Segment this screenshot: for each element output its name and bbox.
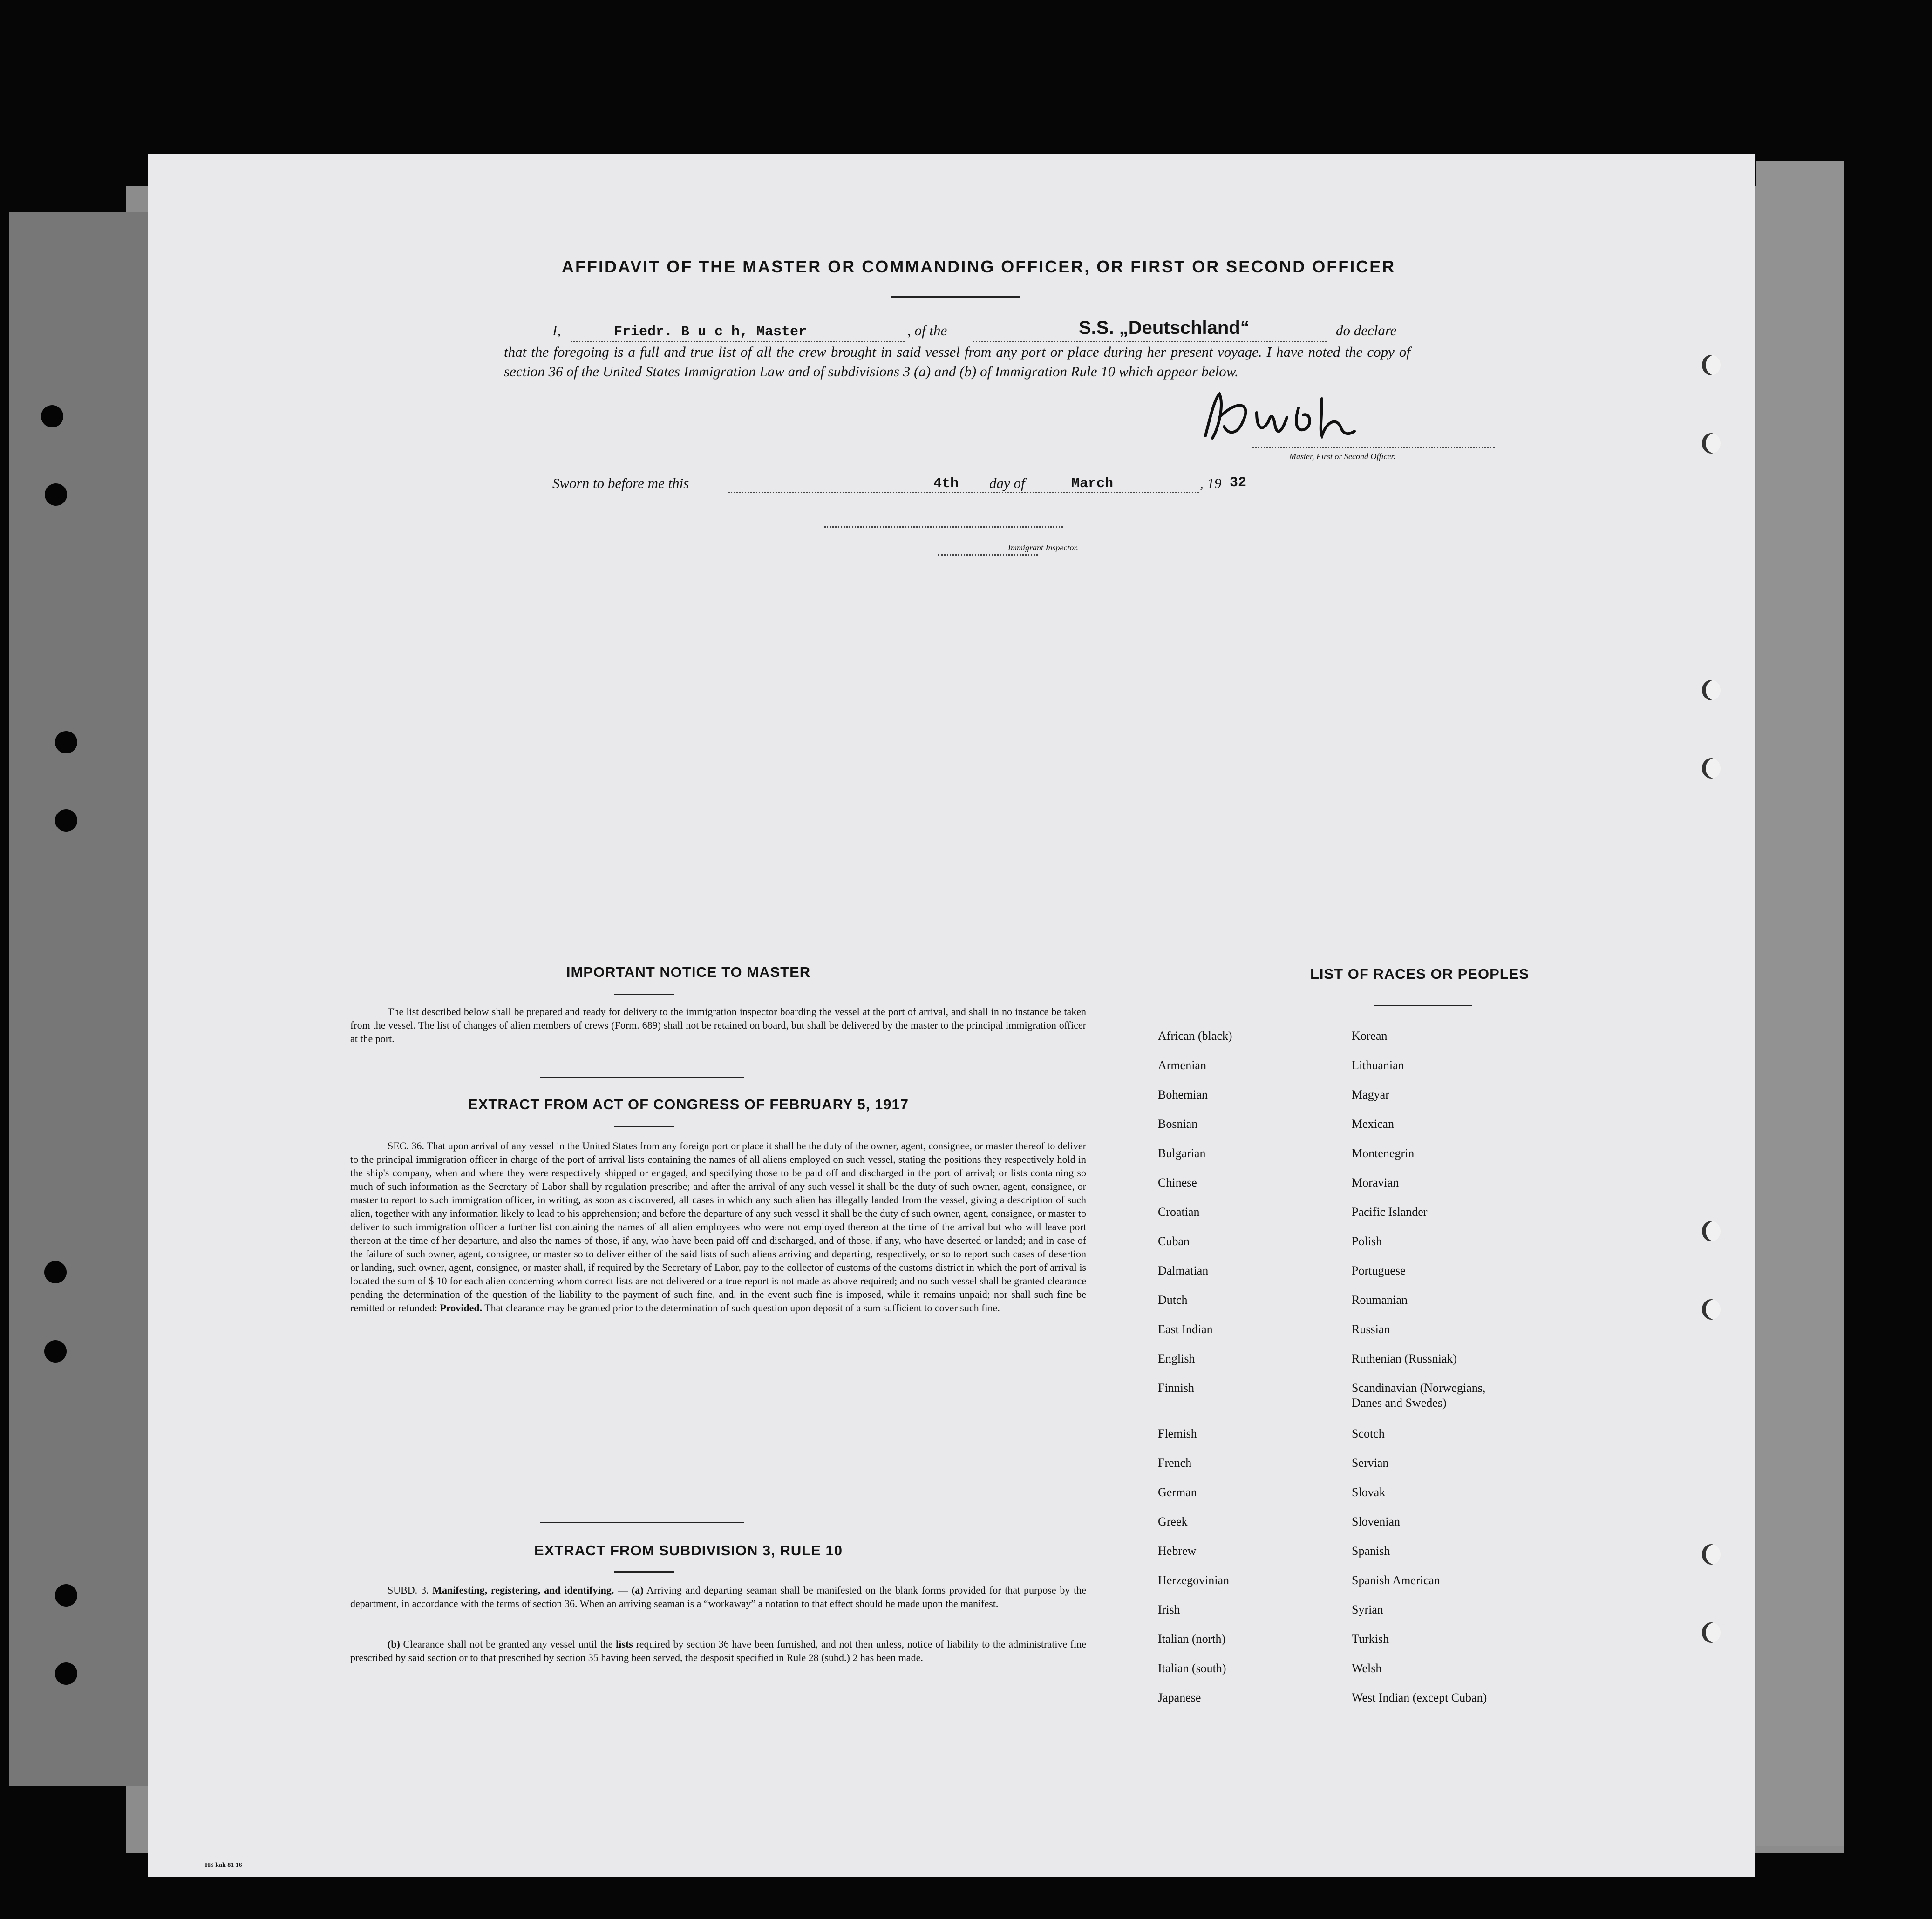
race-item: German bbox=[1158, 1485, 1197, 1499]
affidavit-body: that the foregoing is a full and true list of all the crew brought in said vessel from any port or place during her present voyage. I have noted the copy of section 36 of the United States Immigration Law and of subdivisions 3 (a) and (b) of Immigration Rule 10 which appear below. bbox=[504, 344, 1410, 380]
punch-hole bbox=[1702, 680, 1721, 700]
punch-hole bbox=[1702, 1221, 1721, 1241]
race-item: Bosnian bbox=[1158, 1117, 1198, 1131]
race-item: Polish bbox=[1352, 1234, 1382, 1248]
race-item: Flemish bbox=[1158, 1427, 1197, 1440]
rule-rule bbox=[614, 1571, 674, 1573]
race-item: West Indian (except Cuban) bbox=[1352, 1691, 1487, 1704]
race-item: Portuguese bbox=[1352, 1264, 1406, 1277]
race-item: Spanish American bbox=[1352, 1573, 1440, 1587]
race-item: Finnish bbox=[1158, 1381, 1195, 1395]
race-item: Montenegrin bbox=[1352, 1146, 1415, 1160]
race-item: Herzegovinian bbox=[1158, 1573, 1230, 1587]
race-item: Bulgarian bbox=[1158, 1146, 1206, 1160]
race-item: Ruthenian (Russniak) bbox=[1352, 1352, 1457, 1365]
binder-hole bbox=[55, 731, 77, 753]
binder-strip-left bbox=[9, 212, 149, 1786]
sworn-month: March bbox=[1071, 476, 1114, 492]
sworn-label: Sworn to before me this bbox=[552, 475, 689, 491]
form-page bbox=[148, 154, 1755, 1877]
master-name: Friedr. B u c h, Master bbox=[614, 324, 807, 340]
vessel-name: S.S. „Deutschland“ bbox=[1079, 318, 1250, 338]
notice-heading: IMPORTANT NOTICE TO MASTER bbox=[566, 964, 811, 980]
act-provided: Provided. bbox=[440, 1302, 483, 1314]
race-item: Greek bbox=[1158, 1515, 1188, 1528]
inspector-subline bbox=[938, 554, 1038, 556]
races-rule bbox=[1374, 1005, 1472, 1006]
month-line bbox=[1041, 492, 1199, 493]
race-item: Bohemian bbox=[1158, 1088, 1208, 1101]
signer-caption: Master, First or Second Officer. bbox=[1289, 452, 1395, 461]
race-item: Armenian bbox=[1158, 1058, 1206, 1072]
binder-hole bbox=[55, 809, 77, 832]
inspector-caption: Immigrant Inspector. bbox=[1008, 543, 1078, 552]
race-item: English bbox=[1158, 1352, 1195, 1365]
race-item: Cuban bbox=[1158, 1234, 1190, 1248]
race-item: East Indian bbox=[1158, 1322, 1213, 1336]
race-item: Scandinavian (Norwegians, bbox=[1352, 1381, 1486, 1395]
race-item: Japanese bbox=[1158, 1691, 1201, 1704]
sworn-year: 32 bbox=[1230, 475, 1247, 491]
binder-hole bbox=[55, 1662, 77, 1685]
declarant-prefix: I, bbox=[552, 322, 561, 339]
race-item: Chinese bbox=[1158, 1176, 1197, 1189]
race-item: Croatian bbox=[1158, 1205, 1200, 1219]
race-item: Italian (south) bbox=[1158, 1661, 1226, 1675]
race-item: Danes and Swedes) bbox=[1352, 1396, 1447, 1410]
affidavit-heading: AFFIDAVIT OF THE MASTER OR COMMANDING OFFICER, OR FIRST OR SECOND OFFICER bbox=[562, 257, 1396, 276]
punch-hole bbox=[1702, 355, 1721, 375]
declare-label: do declare bbox=[1336, 322, 1397, 339]
rule-a-paragraph bbox=[350, 1583, 1086, 1610]
race-item: Pacific Islander bbox=[1352, 1205, 1428, 1219]
race-item: Welsh bbox=[1352, 1661, 1382, 1675]
inspector-line bbox=[824, 526, 1063, 528]
rule-a-label: — (a) bbox=[618, 1584, 644, 1596]
race-item: Magyar bbox=[1352, 1088, 1389, 1101]
rule-b-paragraph bbox=[350, 1637, 1086, 1664]
act-body-end: That clearance may be granted prior to the determination of such question upon deposit of a sum sufficient to cover such fine. bbox=[484, 1302, 1000, 1314]
year-prefix: , 19 bbox=[1200, 475, 1222, 491]
rule-b-text-1: Clearance shall not be granted any vessel until the bbox=[403, 1638, 613, 1650]
race-item: Hebrew bbox=[1158, 1544, 1197, 1558]
punch-hole bbox=[1702, 1299, 1721, 1320]
day-of-label: day of bbox=[989, 475, 1025, 491]
act-body-start: SEC. 36. That upon arrival of any vessel in the United States from any foreign port or place it shall be the duty of the owner, agent, consignee, or master thereof to deliver to the principal immigration officer in charge of the port of arrival lists containing the names of all aliens employed on such vessel, stating the positions they respectively hold in the ship's company, when and where they were respectively shipped or engaged, and specifying those to be paid off and discharged in the port of arrival; or lists containing so much of such information as the Secretary of Labor shall by regulation prescribe; and after the arrival of any such vessel it shall be the duty of such owner, agent, consignee, or master to report to such immigration officer, in writing, as soon as discovered, all cases in which any such alien has illegally landed from the vessel, giving a description of such alien, together with any information likely to lead to his apprehension; and before the departure of any such vessel it shall be the duty of such owner, agent, consignee, or master to deliver to such immigration officer a further list containing the names of all alien employees who were not employed thereon at the time of the arrival but who will leave port thereon at the time of her departure, and also the names of those, if any, who have been paid off and discharged, and of those, if any, who have deserted or landed; and in case of the failure of such owner, agent, consignee, or master so to deliver either of the said lists of such aliens arriving and departing, respectively, or so to report such cases of desertion or landing, such owner, agent, consignee, or master shall, if required by the Secretary of Labor, pay to the collector of customs of the customs district in which the port of arrival is located the sum of $ 10 for each alien concerning whom correct lists are not delivered or a true report is not made as above required; and no such vessel shall be granted clearance pending the determination of the question of the liability to the payment of such fine, and, in the event such fine is imposed, while it remains unpaid; nor shall such fine be remitted or refunded: bbox=[350, 1140, 1086, 1314]
race-item: Korean bbox=[1352, 1029, 1388, 1043]
binder-hole bbox=[45, 483, 67, 506]
rule-b-text-2: required by section 36 have been furnished, and not then unless, notice of liability to the administrative fine prescribed by said section or to that prescribed by section 35 having been served, the desposit specified in Rule 28 (subd.) 2 has been made. bbox=[350, 1638, 1087, 1663]
sworn-day: 4th bbox=[933, 476, 959, 492]
punch-hole bbox=[1702, 1622, 1721, 1643]
of-the-label: , of the bbox=[907, 322, 947, 339]
race-item: Lithuanian bbox=[1352, 1058, 1404, 1072]
section-divider bbox=[540, 1077, 744, 1078]
race-item: Syrian bbox=[1352, 1603, 1383, 1616]
rule-subd-title: Manifesting, registering, and identifying. bbox=[432, 1584, 614, 1596]
race-item: Roumanian bbox=[1352, 1293, 1408, 1307]
race-item: Turkish bbox=[1352, 1632, 1389, 1646]
heading-rule bbox=[891, 296, 1020, 298]
act-rule bbox=[614, 1126, 674, 1127]
rule-heading: EXTRACT FROM SUBDIVISION 3, RULE 10 bbox=[534, 1542, 843, 1559]
race-item: Moravian bbox=[1352, 1176, 1399, 1189]
race-item: African (black) bbox=[1158, 1029, 1232, 1043]
race-item: Italian (north) bbox=[1158, 1632, 1226, 1646]
punch-hole bbox=[1702, 433, 1721, 454]
binder-hole bbox=[55, 1584, 77, 1607]
rule-b-label: (b) bbox=[388, 1638, 400, 1650]
print-code: HS kak 81 16 bbox=[205, 1862, 242, 1869]
race-item: French bbox=[1158, 1456, 1192, 1470]
races-heading: LIST OF RACES OR PEOPLES bbox=[1310, 966, 1530, 982]
signature-line bbox=[1252, 447, 1495, 448]
act-heading: EXTRACT FROM ACT OF CONGRESS OF FEBRUARY 5, 1917 bbox=[468, 1096, 909, 1112]
race-item: Mexican bbox=[1352, 1117, 1394, 1131]
race-item: Russian bbox=[1352, 1322, 1390, 1336]
section-divider bbox=[540, 1522, 744, 1523]
rule-b-lists: lists bbox=[616, 1638, 633, 1650]
race-item: Irish bbox=[1158, 1603, 1180, 1616]
binder-hole bbox=[44, 1261, 67, 1283]
race-item: Slovenian bbox=[1352, 1515, 1400, 1528]
race-item: Dutch bbox=[1158, 1293, 1188, 1307]
act-body bbox=[350, 1139, 1086, 1315]
binder-strip-right bbox=[1756, 161, 1844, 1846]
race-item: Slovak bbox=[1352, 1485, 1386, 1499]
rule-a-text: Arriving and departing seaman shall be manifested on the blank forms provided for that purpose by the department, in accordance with the terms of section 36. When an arriving seaman is a “workaway” a notation to that effect should be made upon the manifest. bbox=[350, 1584, 1087, 1609]
binder-hole bbox=[41, 405, 63, 427]
binder-hole bbox=[44, 1340, 67, 1363]
race-item: Spanish bbox=[1352, 1544, 1390, 1558]
race-item: Servian bbox=[1352, 1456, 1389, 1470]
punch-hole bbox=[1702, 758, 1721, 779]
punch-hole bbox=[1702, 1544, 1721, 1565]
master-signature bbox=[1187, 389, 1387, 445]
rule-subd: SUBD. 3. bbox=[388, 1584, 429, 1596]
notice-rule bbox=[614, 994, 674, 995]
race-item: Scotch bbox=[1352, 1427, 1385, 1440]
race-item: Dalmatian bbox=[1158, 1264, 1209, 1277]
notice-body: The list described below shall be prepared and ready for delivery to the immigration inspector boarding the vessel at the port of arrival, and shall in no instance be taken from the vessel. The list of changes of alien members of crews (Form. 689) shall not be retained on board, but shall be delivered by the master to the principal immigration officer at the port. bbox=[350, 1006, 1086, 1044]
